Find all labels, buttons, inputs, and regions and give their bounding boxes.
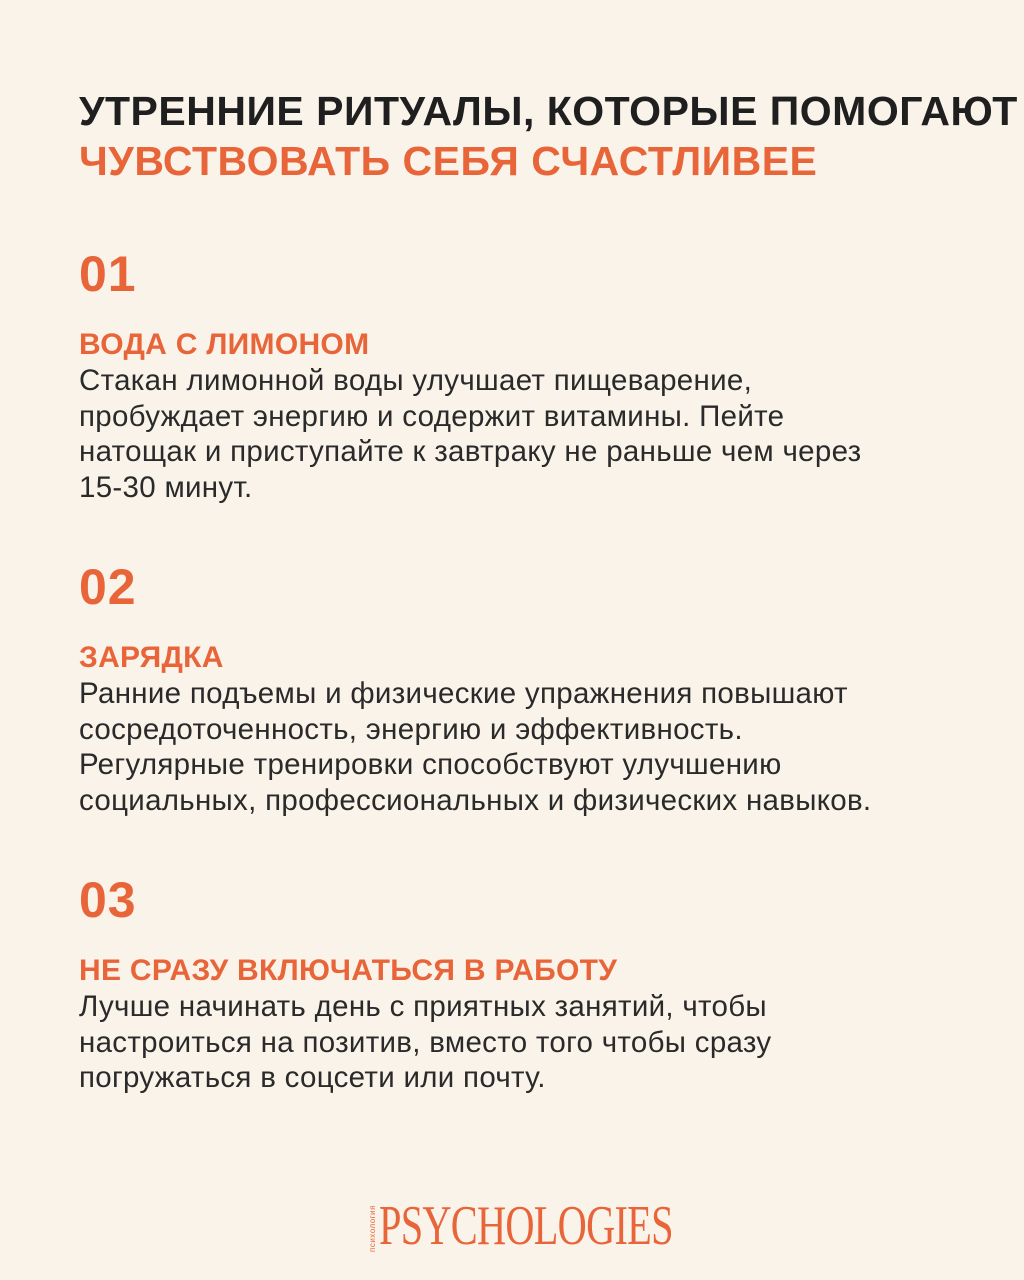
title-line-1: УТРЕННИЕ РИТУАЛЫ, КОТОРЫЕ ПОМОГАЮТ [79,88,1018,134]
description-line: погружаться в соцсети или почту. [79,1061,546,1094]
item-heading: НЕ СРАЗУ ВКЛЮЧАТЬСЯ В РАБОТУ [79,954,618,987]
ritual-item-1 [79,246,979,505]
item-description [79,676,979,818]
item-heading: ВОДА С ЛИМОНОМ [79,328,370,361]
ritual-item-2 [79,559,979,818]
description-line: Ранние подъемы и физические упражнения повышают [79,677,848,710]
description-line: сосредоточенность, энергию и эффективность. [79,712,743,746]
logo-wordmark: PSYCHOLOGIES [379,1195,673,1257]
item-heading: ЗАРЯДКА [79,641,224,674]
ritual-item-3 [79,872,979,1096]
psychologies-logo [368,1195,787,1257]
description-line: Лучше начинать день с приятных занятий, чтобы [79,990,767,1023]
title-line-2: ЧУВСТВОВАТЬ СЕБЯ СЧАСТЛИВЕЕ [79,138,818,184]
description-line: 15-30 минут. [79,470,253,504]
description-line: пробуждает энергию и содержит витамины. Пейте [79,399,785,433]
item-number: 01 [79,246,137,302]
description-line: Регулярные тренировки способствуют улучшению [79,748,782,781]
item-description [79,363,979,505]
item-description [79,989,979,1096]
logo-subtext: психология [368,1205,377,1252]
article [79,86,1018,1094]
description-line: натощак и приступайте к завтраку не раньше чем через [79,435,862,468]
item-number: 03 [79,872,137,928]
description-line: социальных, профессиональных и физических навыков. [79,783,872,817]
description-line: Стакан лимонной воды улучшает пищеварение, [79,364,753,397]
page-title [79,86,1018,186]
item-number: 02 [79,559,137,615]
description-line: настроиться на позитив, вместо того чтобы сразу [79,1025,772,1059]
